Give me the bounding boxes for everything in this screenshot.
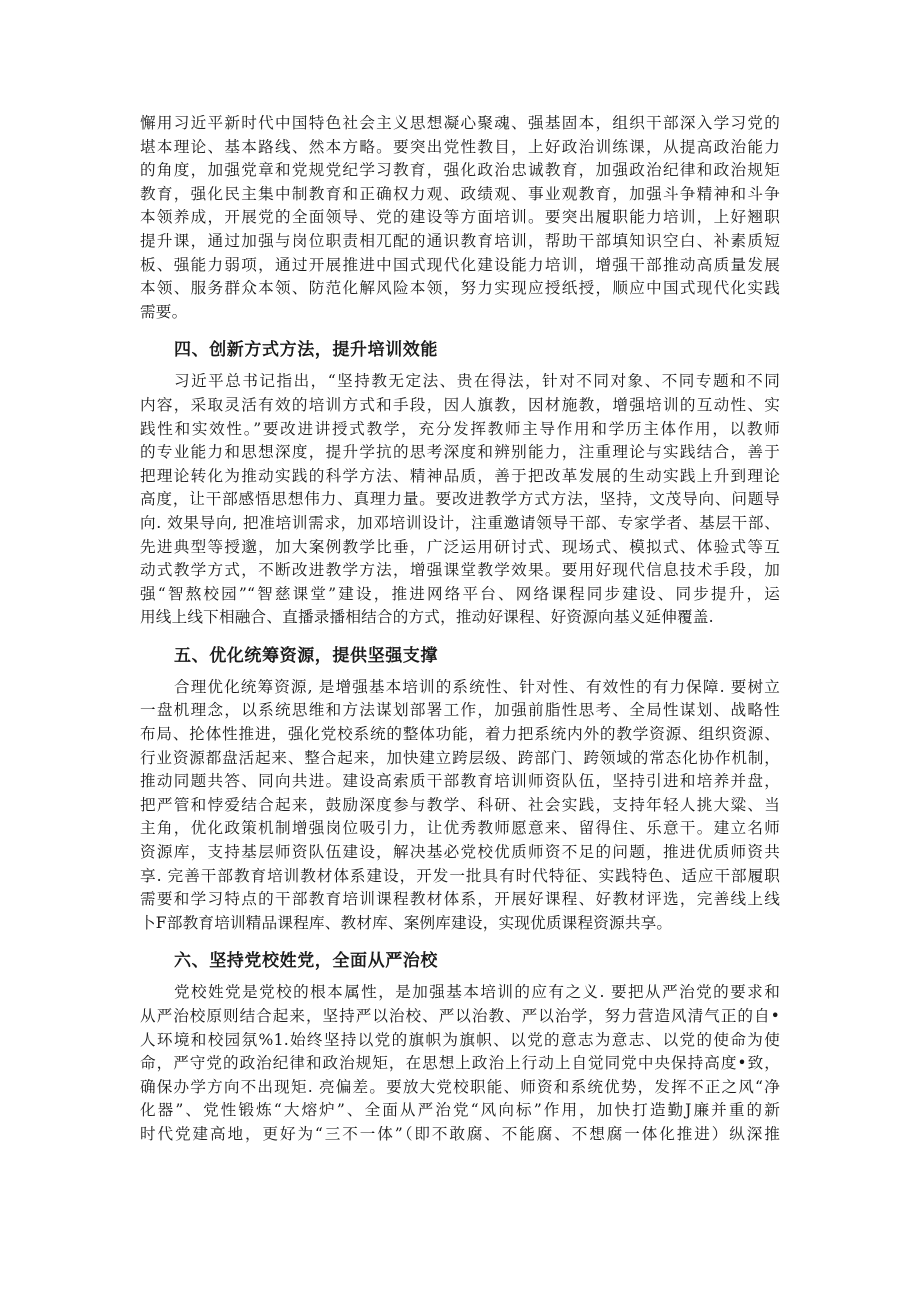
text-line: 从严治校原则结合起来，坚持严以治校、严以治教、严以治学，努力营造风清气正的自• [140, 1007, 780, 1025]
text-line: 强“智熬校园”“智慈课堂”建设，推进网络平台、网络课程同步建设、同步提升，运 [140, 584, 780, 603]
text-line: 的角度，加强党章和党规党纪学习教育，强化政治忠诚教育，加强政治纪律和政治规矩 [140, 161, 780, 180]
paragraph-2 [140, 370, 780, 630]
paragraph-1 [140, 112, 780, 324]
text-line: 推动同题共答、同向共进。建设高索质干部教育培训师资队伍，坚持引进和培养并盘， [140, 772, 780, 791]
text-line: 时代党建高地，更好为“三不一体”（即不敢腐、不能腐、不想腐一体化推进）纵深推 [140, 1124, 780, 1143]
section-heading-6: 六、坚持党校姓党，全面从严治校 [174, 951, 438, 972]
text-line: 布局、抡体性推进，强化党校系统的整体功能，着力把系统内外的教学资源、组织资源、 [140, 725, 780, 744]
text-line: 践性和实效性。”要改进讲授式教学，充分发挥教师主导作用和学历主体作用，以教师 [140, 419, 780, 438]
text-line: 确保办学方向不出现矩. 亮偏差。要放大党校职能、师资和系统优势，发挥不正之风“净 [140, 1077, 780, 1096]
paragraph-4 [140, 981, 780, 1146]
text-line: 动式教学方式，不断改进教学方法，增强课堂教学效果。要用好现代信息技术手段，加 [140, 561, 780, 580]
text-line: 习近平总书记指出，“坚持教无定法、贵在得法，针对不同对象、不同专题和不同 [174, 372, 780, 391]
text-line: 命，严守党的政治纪律和政治规矩，在思想上政治上行动上自觉同党中央保持高度•致， [140, 1054, 780, 1073]
text-line: 主角，优化政策机制增强岗位吸引力，让优秀教师愿意来、留得住、乐意干。建立名师 [140, 819, 780, 838]
text-line: 合理优化统筹资源, 是增强基本培训的系统性、针对性、有效性的有力保障. 要树立 [174, 677, 780, 696]
text-line: 本领、服务群众本领、防范化解风险本领，努力实现应授纸授，顺应中国式现代化实践 [140, 279, 780, 298]
text-line: 把理论转化为推动实践的科学方法、精神品质，善于把改革发展的生动实践上升到理论 [140, 466, 780, 485]
text-line: 需要。 [140, 302, 188, 321]
text-line: 内容，采取灵活有效的培训方式和手段，因人旗教，因材施教，增强培训的互动性、实 [140, 395, 780, 414]
text-line: 享. 完善干部教育培训教材体系建设，开发一批具有时代特征、实践特色、适应干部履职 [140, 866, 780, 885]
text-line: 高度，让干部感悟思想伟力、真理力量。要改进教学方式方法，坚持，文茂导向、问题导 [140, 490, 780, 509]
text-line: 的专业能力和思想深度，提升学抗的思考深度和辨别能力，注重理论与实践结合，善于 [140, 443, 780, 462]
section-heading-4: 四、创新方式方法，提升培训效能 [174, 340, 438, 361]
text-line: 板、强能力弱项，通过开展推进中国式现代化建设能力培训，增强干部推动高质量发展 [140, 255, 780, 274]
text-line: 党校姓党是党校的根本属性，是加强基本培训的应有之义. 要把从严治党的要求和 [174, 983, 780, 1002]
text-line: 需要和学习特点的干部教育培训课程教材体系，开展好课程、好教材评选，完善线上线 [140, 890, 780, 909]
paragraph-3 [140, 676, 780, 936]
text-line: 教育，强化民主集中制教育和正确权力观、政绩观、事业观教育，加强斗争精神和斗争 [140, 184, 780, 203]
text-line: 用线上线下相融合、直播录播相结合的方式，推动好课程、好资源向基义延伸覆盖. [140, 608, 714, 627]
text-line: 一盘机理念，以系统思维和方法谋划部署工作，加强前脂性思考、全局性谋划、战略性 [140, 701, 780, 720]
text-line: 资源库，支持基层师资队伍建设，解决基必党校优质师资不足的问题，推进优质师资共 [140, 843, 780, 862]
section-heading-5: 五、优化统筹资源，提供坚强支撑 [174, 645, 438, 666]
text-line: 本领养成，开展党的全面领导、党的建设等方面培训。要突出履职能力培训，上好翘职 [140, 208, 780, 227]
text-line: 卜F部教育培训精品课程库、教材库、案例库建设，实现优质课程资源共享。 [140, 913, 673, 932]
text-line: 行业资源都盘活起来、整合起来，加快建立跨层级、跨部门、跨领域的常态化协作机制， [140, 748, 780, 767]
text-line: 堪本理论、基本路线、然本方略。要突出党性教目，上好政治训练课，从提高政治能力 [140, 137, 780, 156]
text-line: 向. 效果导向, 把准培训需求，加邓培训设计，注重邀请领导干部、专家学者、基层干部、 [140, 513, 780, 532]
text-line: 把严管和悖爱结合起来，鼓励深度参与教学、科研、社会实践，支持年轻人挑大粱、当 [140, 795, 780, 814]
text-line: 人环境和校园氛%1.始终坚持以党的旗帜为旗帜、以党的意志为意志、以党的使命为使 [140, 1030, 780, 1049]
text-line: 懈用习近平新时代中国特色社会主义思想凝心聚魂、强基固本，组织干部深入学习党的 [140, 114, 780, 132]
document-page [140, 112, 780, 1147]
text-line: 化器”、党性锻炼“大熔炉”、全面从严治党“风向标”作用，加快打造勤J廉并重的新 [140, 1101, 780, 1120]
text-line: 提升课，通过加强与岗位职责相兀配的通识教育培训，帮助干部填知识空白、补素质短 [140, 231, 780, 250]
text-line: 先进典型等授邈，加大案例教学比垂，广泛运用研讨式、现场式、模拟式、体验式等互 [140, 537, 780, 556]
